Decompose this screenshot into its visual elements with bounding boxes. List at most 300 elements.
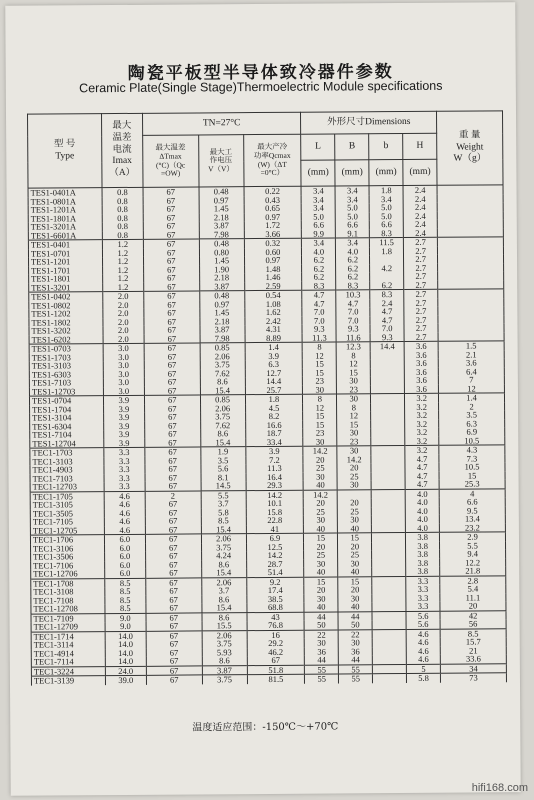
table-cell: 3.6	[404, 350, 438, 359]
table-cell: 67	[146, 612, 202, 621]
table-cell: 40	[338, 524, 372, 533]
table-cell: TEC1-4903	[30, 465, 104, 474]
table-cell: TES1-1701	[29, 266, 103, 275]
table-cell: 67	[144, 404, 200, 413]
table-cell: 2.06	[200, 404, 245, 413]
table-cell: 15	[303, 411, 337, 420]
table-cell: 67	[144, 352, 200, 361]
table-cell: 14.2	[303, 446, 337, 455]
table-cell: 3.2	[405, 445, 439, 454]
table-cell: TES1-0401A	[28, 188, 102, 198]
table-cell: 2.7	[404, 307, 438, 316]
table-cell: 2.7	[404, 237, 438, 246]
table-cell: 20	[440, 601, 506, 610]
table-cell: 67	[144, 421, 200, 430]
table-cell: 5.0	[369, 212, 403, 221]
table-cell: 67	[144, 360, 200, 369]
table-cell: 6.0	[105, 569, 146, 578]
table-cell: 23	[303, 428, 337, 437]
table-cell: 3.5	[439, 410, 505, 419]
table-cell	[371, 463, 405, 472]
table-cell: TES1-1202	[29, 309, 103, 318]
header-b: b	[369, 134, 403, 160]
table-cell: 8.3	[336, 281, 370, 290]
table-cell: 30	[305, 638, 339, 647]
table-cell	[370, 359, 404, 368]
table-cell: 23	[303, 376, 337, 385]
table-cell	[372, 647, 406, 656]
table-cell: 8	[336, 351, 370, 360]
table-cell: 5.5	[440, 541, 506, 550]
table-cell: 18.7	[245, 429, 303, 438]
table-cell	[372, 594, 406, 603]
table-cell: 7.0	[336, 316, 370, 325]
table-cell: 3.4	[301, 195, 335, 204]
table-cell: 25.7	[245, 385, 303, 394]
table-cell: 3.87	[199, 282, 244, 291]
table-cell: 0.85	[200, 343, 245, 352]
table-cell: 8.1	[201, 473, 246, 482]
table-cell: 2.7	[404, 324, 438, 333]
table-cell: 3.0	[103, 378, 144, 387]
table-cell: 4.6	[406, 646, 440, 655]
table-cell: 67	[143, 230, 199, 239]
table-cell: 2.7	[404, 272, 438, 281]
table-cell: 4.6	[104, 517, 145, 526]
header-vmax: 最大工 作电压 V（V）	[198, 135, 243, 187]
table-cell: 15	[304, 533, 338, 542]
table-cell: 4.7	[302, 299, 336, 308]
table-cell	[371, 480, 405, 489]
table-cell: 5.5	[201, 490, 246, 499]
table-cell: 33.4	[245, 437, 303, 446]
table-cell: 3.2	[405, 411, 439, 420]
table-cell: 67	[145, 456, 201, 465]
table-cell: 8.3	[302, 281, 336, 290]
table-cell: 15	[303, 420, 337, 429]
table-cell: 9.0	[105, 613, 146, 622]
table-cell: 9.9	[302, 229, 336, 238]
table-cell: 44	[305, 655, 339, 664]
table-cell: 6.2	[302, 264, 336, 273]
table-cell: 6.0	[104, 560, 145, 569]
table-cell: TEC1-12703	[30, 482, 104, 492]
table-cell: 23	[337, 385, 371, 394]
table-cell: 2.9	[440, 532, 506, 541]
table-cell: 6.9	[246, 533, 304, 542]
table-cell: 9.2	[246, 577, 304, 586]
table-cell: 2.1	[438, 350, 504, 359]
table-cell: 14.0	[105, 657, 146, 666]
table-cell	[372, 533, 406, 542]
table-cell: 30	[337, 428, 371, 437]
table-cell: 55	[339, 664, 373, 674]
table-cell: 3.6	[404, 359, 438, 368]
table-cell: 12.7	[245, 368, 303, 377]
table-cell: 2.06	[201, 577, 246, 586]
table-cell: 7.0	[302, 316, 336, 325]
table-cell: 51.8	[247, 665, 305, 675]
table-cell	[372, 585, 406, 594]
table-cell: 8.5	[105, 578, 146, 587]
table-cell: 2.42	[244, 316, 302, 325]
table-cell: TEC1-1708	[31, 578, 105, 588]
table-cell: 7.98	[200, 334, 245, 343]
table-cell: 8.5	[440, 628, 506, 637]
table-cell: 67	[145, 499, 201, 508]
table-cell: 40	[304, 524, 338, 533]
header-weight: 重 量 Weight W（g）	[437, 111, 503, 185]
table-cell: 3.3	[104, 465, 145, 474]
table-cell: 30	[338, 594, 372, 603]
table-cell: TEC1-3108	[31, 587, 105, 596]
table-cell: 2.7	[404, 289, 438, 298]
table-cell: 6.2	[302, 272, 336, 281]
table-cell: 0.85	[200, 395, 245, 404]
table-cell: TES1-1704	[30, 405, 104, 414]
table-cell: 2.0	[103, 291, 144, 300]
table-cell: 67	[144, 325, 200, 334]
table-cell: 67	[144, 334, 200, 343]
table-cell	[372, 629, 406, 638]
table-cell: 11.3	[302, 333, 336, 342]
table-cell: 2.4	[403, 194, 437, 203]
table-cell: 3.6	[405, 376, 439, 385]
table-cell: 8.5	[201, 516, 246, 525]
table-cell: 67	[145, 551, 201, 560]
table-cell: 3.2	[405, 393, 439, 402]
table-cell: 1.8	[370, 247, 404, 256]
table-cell: 14.2	[246, 490, 304, 499]
table-cell: 1.48	[244, 264, 302, 273]
table-cell: 30	[338, 559, 372, 568]
table-cell: 15.4	[201, 568, 246, 577]
table-cell	[372, 611, 406, 620]
table-cell: 1.90	[199, 265, 244, 274]
table-cell: 3.9	[245, 446, 303, 455]
table-cell: 2.0	[103, 326, 144, 335]
table-cell: 23.2	[439, 523, 505, 532]
table-cell: TEC1-1705	[30, 491, 104, 501]
table-cell: 1.2	[102, 274, 143, 283]
table-cell: 73	[441, 673, 507, 682]
table-cell: 0.8	[102, 213, 143, 222]
table-cell: 2.7	[404, 298, 438, 307]
table-cell: 5.0	[369, 203, 403, 212]
table-cell: 67	[143, 282, 199, 291]
table-cell: 38.5	[246, 594, 304, 603]
table-cell	[372, 602, 406, 611]
table-cell: 10.5	[439, 462, 505, 471]
table-cell: 0.65	[244, 204, 302, 213]
table-cell: TES1-7104	[30, 430, 104, 439]
table-cell: 6.0	[104, 543, 145, 552]
table-cell: 67	[144, 317, 200, 326]
table-cell: TEC1-12706	[31, 569, 105, 579]
table-cell: 3.6	[405, 384, 439, 393]
table-cell: 4.7	[405, 454, 439, 463]
table-cell: 3.75	[202, 675, 247, 684]
table-cell: 4.7	[405, 471, 439, 480]
table-cell: 3.0	[103, 369, 144, 378]
table-cell: 67	[146, 621, 202, 630]
table-cell: 4.3	[439, 445, 505, 454]
table-cell: 9.0	[105, 622, 146, 631]
table-cell: 0.97	[244, 212, 302, 221]
table-cell: 67	[145, 508, 201, 517]
table-cell: 3.3	[104, 456, 145, 465]
table-cell: 3.9	[103, 404, 144, 413]
table-cell	[372, 550, 406, 559]
table-cell: 40	[338, 567, 372, 576]
table-cell: 5.93	[202, 648, 247, 657]
table-cell: 16	[247, 630, 305, 639]
table-cell: 25	[338, 507, 372, 516]
table-cell: 2.06	[201, 534, 246, 543]
table-cell	[371, 368, 405, 377]
table-cell: 15.8	[246, 507, 304, 516]
table-cell: 4.6	[406, 629, 440, 638]
table-cell: 10.5	[439, 436, 505, 445]
temperature-range-note: 温度适应范围：-150℃～+70℃	[192, 721, 339, 734]
table-cell: 12	[337, 359, 371, 368]
table-cell: 20	[338, 585, 372, 594]
table-cell: 7	[438, 375, 504, 384]
table-cell: 1.2	[103, 282, 144, 291]
table-cell: 5	[407, 664, 441, 674]
table-cell: 8.5	[105, 595, 146, 604]
table-cell: 50	[338, 620, 372, 629]
table-cell: 67	[144, 395, 200, 404]
table-cell: 42	[440, 610, 506, 619]
spec-sheet	[5, 2, 521, 796]
table-cell: 3.4	[335, 195, 369, 204]
table-cell: 15	[439, 471, 505, 480]
table-cell: TEC1-12708	[31, 604, 105, 614]
table-cell: 12	[303, 403, 337, 412]
table-cell: 3.8	[406, 567, 440, 576]
table-cell: TES1-1201	[29, 257, 103, 266]
table-cell: 10.1	[246, 499, 304, 508]
table-cell: 30	[304, 559, 338, 568]
table-cell: TES1-1201A	[28, 205, 102, 214]
table-cell: 3.3	[406, 585, 440, 594]
table-cell: 5.8	[201, 508, 246, 517]
table-cell: 40	[338, 602, 372, 611]
table-cell: TEC1-7106	[31, 561, 105, 570]
table-cell: 67	[146, 665, 202, 675]
table-cell: 30	[338, 515, 372, 524]
table-cell: 14.2	[246, 551, 304, 560]
page-title-chinese: 陶瓷平板型半导体致冷器件参数	[127, 62, 394, 84]
table-cell	[371, 472, 405, 481]
table-cell: 2	[145, 490, 201, 499]
table-cell: 15	[303, 359, 337, 368]
table-cell: 15	[338, 576, 372, 585]
table-cell	[437, 237, 503, 246]
table-cell: 11.6	[336, 333, 370, 342]
table-cell: TEC1-7108	[31, 596, 105, 605]
table-cell: 4.0	[405, 489, 439, 498]
table-cell: 20	[304, 585, 338, 594]
table-cell: TES1-6303	[29, 370, 103, 379]
header-B-unit: (mm)	[335, 160, 369, 186]
table-cell: 1.72	[244, 221, 302, 230]
table-cell	[373, 664, 407, 674]
table-cell: 3.3	[406, 576, 440, 585]
table-cell: 4.0	[406, 523, 440, 532]
table-cell: 15	[337, 368, 371, 377]
table-cell: 40	[304, 602, 338, 611]
table-cell: TES1-6202	[29, 335, 103, 345]
table-cell: 2.4	[403, 185, 437, 194]
table-cell: 8.6	[200, 429, 245, 438]
header-L-unit: (mm)	[301, 160, 335, 186]
table-cell: 67	[146, 675, 202, 684]
table-cell: 6.4	[438, 367, 504, 376]
table-cell: 36	[339, 647, 373, 656]
table-cell: 8	[303, 394, 337, 403]
table-cell: 0.60	[244, 247, 302, 256]
table-cell: 4.24	[201, 551, 246, 560]
table-cell: 0.43	[244, 195, 302, 204]
table-cell: 8.6	[202, 595, 247, 604]
table-cell: 1.45	[199, 204, 244, 213]
table-cell: 3.75	[200, 412, 245, 421]
table-cell: TES1-0703	[29, 344, 103, 354]
table-cell: 67	[146, 586, 202, 595]
table-cell: TEC1-12705	[30, 526, 104, 536]
table-cell: 43	[247, 612, 305, 621]
table-cell	[438, 289, 504, 298]
header-L: L	[301, 134, 335, 160]
table-cell: TES1-12703	[29, 387, 103, 397]
table-cell: 2.18	[199, 273, 244, 282]
table-cell: 2.4	[403, 203, 437, 212]
table-cell: 51.4	[246, 568, 304, 577]
table-cell: 7.0	[302, 307, 336, 316]
table-cell: 25.3	[439, 479, 505, 488]
table-cell: 2.4	[403, 211, 437, 220]
table-cell: 2.59	[244, 281, 302, 290]
table-cell: 6.6	[336, 220, 370, 229]
table-cell: 9.4	[440, 549, 506, 558]
table-cell	[371, 428, 405, 437]
table-cell: 1.45	[200, 308, 245, 317]
table-cell: 0.97	[199, 300, 244, 309]
table-cell: 2.06	[202, 630, 247, 639]
table-cell: 39.0	[105, 675, 146, 684]
table-cell: 6.2	[336, 272, 370, 281]
table-cell: 34	[440, 663, 506, 673]
table-cell: 0.97	[199, 196, 244, 205]
table-cell	[371, 403, 405, 412]
table-cell: 67	[144, 308, 200, 317]
table-cell: 3.2	[405, 402, 439, 411]
table-cell: 4.7	[370, 316, 404, 325]
table-cell: 4.7	[302, 290, 336, 299]
table-cell: 24.0	[105, 666, 146, 676]
table-cell: 3.75	[200, 360, 245, 369]
table-cell: 1.08	[244, 299, 302, 308]
table-cell	[370, 351, 404, 360]
table-cell: 67	[145, 429, 201, 438]
table-cell: 46.2	[247, 647, 305, 656]
page-title-english: Ceramic Plate(Single Stage)Thermoelectric Module specifications	[79, 78, 443, 96]
table-cell: 1.5	[438, 341, 504, 350]
table-cell: 0.97	[244, 256, 302, 265]
table-cell: 1.9	[200, 447, 245, 456]
table-cell: 3.87	[202, 665, 247, 675]
table-cell: 8.3	[370, 290, 404, 299]
table-cell: 15	[304, 576, 338, 585]
table-cell: 7.0	[336, 307, 370, 316]
table-cell: 0.48	[199, 239, 244, 248]
table-cell: 20	[338, 542, 372, 551]
spec-table	[27, 110, 507, 685]
table-cell: 11.1	[440, 593, 506, 602]
table-cell: 67	[143, 221, 199, 230]
table-cell: 67	[145, 543, 201, 552]
table-cell: TEC1-12709	[31, 622, 105, 632]
table-cell: 30	[337, 446, 371, 455]
table-cell: 8	[302, 342, 336, 351]
header-tn: TN=27°C	[142, 112, 301, 135]
table-cell: TEC1-4914	[31, 649, 105, 658]
table-cell: 3.4	[369, 195, 403, 204]
table-cell: 3.9	[103, 395, 144, 404]
table-cell	[371, 420, 405, 429]
table-cell: 4.0	[302, 247, 336, 256]
table-cell: 1.62	[244, 308, 302, 317]
table-cell: 21	[440, 646, 506, 655]
table-cell: 25	[338, 550, 372, 559]
table-cell: 12.2	[440, 558, 506, 567]
table-cell: 67	[145, 525, 201, 534]
table-cell: 8.2	[245, 412, 303, 421]
table-cell: 15.4	[201, 525, 246, 534]
table-cell: TES1-3104	[30, 413, 104, 422]
table-cell: 4.2	[370, 264, 404, 273]
table-cell: 76.8	[247, 621, 305, 630]
table-cell: 6.9	[439, 427, 505, 436]
table-cell: 3.6	[404, 367, 438, 376]
table-cell: 2	[439, 402, 505, 411]
table-cell: TEC1-3224	[31, 666, 105, 676]
table-cell: 0.8	[102, 196, 143, 205]
table-cell	[371, 385, 405, 394]
table-cell: 15.4	[202, 603, 247, 612]
table-cell: 12.5	[246, 542, 304, 551]
table-cell: 2.0	[103, 334, 144, 343]
table-cell: 30	[338, 638, 372, 647]
table-cell: 23	[337, 437, 371, 446]
table-cell: 25	[304, 507, 338, 516]
table-cell: 6.2	[336, 264, 370, 273]
table-cell: 7.62	[200, 369, 245, 378]
table-cell: 2.0	[103, 300, 144, 309]
table-cell: 67	[144, 386, 200, 395]
table-cell: 1.4	[439, 393, 505, 402]
table-cell: 44	[338, 611, 372, 620]
table-cell: 3.3	[104, 473, 145, 482]
table-cell: 14.4	[245, 377, 303, 386]
table-cell: TEC1-1703	[30, 448, 104, 458]
table-cell: TEC1-1714	[31, 631, 105, 641]
table-cell	[371, 376, 405, 385]
table-cell: 16.6	[245, 420, 303, 429]
table-cell: 17.4	[246, 586, 304, 595]
